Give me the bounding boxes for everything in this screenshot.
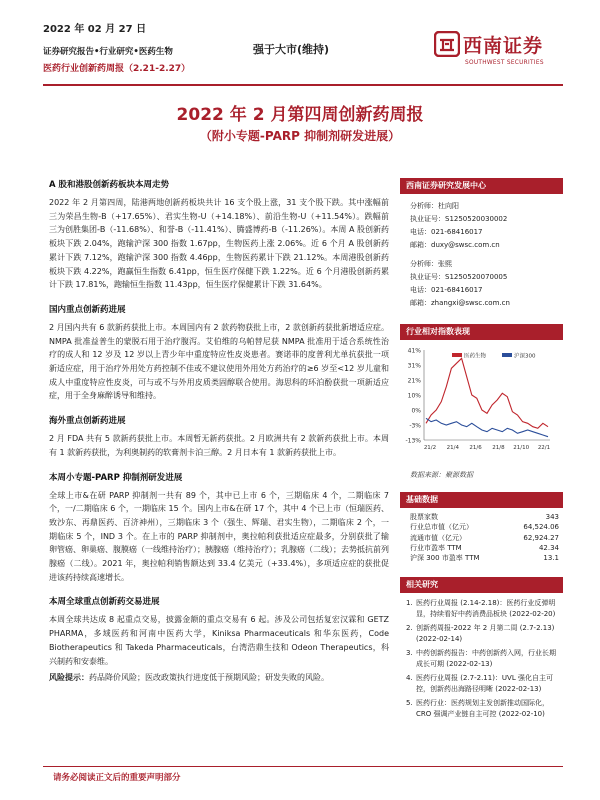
relative-index-chart	[400, 340, 563, 468]
x-tick-label: 21/8	[492, 445, 505, 451]
series-line-pharma	[426, 358, 548, 428]
report-number: 4.	[406, 674, 413, 683]
stats-row	[410, 512, 559, 522]
section	[49, 471, 389, 585]
logo-mark-icon	[434, 31, 460, 57]
footer-divider	[43, 766, 563, 767]
analyst-cert: 执业证号：S1250520070005	[410, 273, 508, 281]
related-research-list	[400, 593, 563, 720]
report-number: 1.	[406, 599, 413, 608]
header-divider	[43, 84, 563, 86]
stats-label: 行业市盈率 TTM	[410, 543, 462, 552]
y-tick-label: 0%	[411, 407, 421, 415]
section	[49, 414, 389, 459]
report-series: 医药行业创新药周报（2.21-2.27）	[43, 64, 191, 74]
y-tick-label: 21%	[407, 377, 421, 385]
analyst-email[interactable]: 邮箱：duxy@swsc.com.cn	[410, 241, 500, 249]
report-title: 医药行业周报 (2.7-2.11)：UVL 强化自主可控，创新药出海路径明晰 (2022-02-13)	[416, 674, 553, 694]
related-report-link[interactable]	[406, 698, 559, 720]
analyst-section-title: 西南证券研究发展中心	[400, 178, 563, 194]
analyst-email[interactable]: 邮箱：zhangxi@swsc.com.cn	[410, 299, 510, 307]
analyst-name: 分析师：张熙	[410, 260, 452, 268]
report-title: 创新药周报-2022 年 2 月第二周 (2.7-2.13) (2022-02-14)	[416, 624, 555, 644]
report-type: 证券研究报告•行业研究•医药生物	[43, 47, 173, 57]
stats-value: 64,524.06	[523, 523, 559, 532]
series-line-hs300	[426, 418, 548, 436]
section-body: 全球上市&在研 PARP 抑制剂一共有 89 个，其中已上市 6 个，三期临床 4 个，二期临床 7 个，一/二期临床 6 个，一期临床 15 个。国内上市&在研 17 个，其中 4 个已上市（恒瑞医药、致沙东、再鼎医药、百济神州），三期临床 3 个（强生、辉瑞、君实生物），二期临床 2 个，一期临床 5 个，IND 3 个。在上市的 PARP 抑制剂中，奥拉帕利获批适应症最多，分别获批了输卵管癌、卵巢癌、腹膜癌（一线维持治疗）；胰腺癌（维持治疗）；乳腺癌（二线）；去势抵抗前列腺癌（二线）。2021 年，奥拉帕利销售额达到 33.4 亿美元（+33.4%），多项适应症的获批促进该药持续高速增长。	[49, 490, 389, 582]
section-heading: 本周小专题-PARP 抑制剂研发进展	[49, 472, 183, 483]
section	[49, 595, 389, 668]
section-heading: 海外重点创新药进展	[49, 416, 126, 427]
analyst-phone: 电话：021-68416017	[410, 286, 483, 294]
legend-label: 医药生物	[464, 353, 487, 360]
section	[49, 178, 389, 292]
main-content	[49, 178, 389, 685]
related-report-link[interactable]	[406, 648, 559, 670]
y-tick-label: 31%	[407, 362, 421, 370]
rating-label: 强于大市(维持)	[253, 43, 330, 56]
x-tick-label: 21/6	[469, 445, 482, 451]
section-body: 2 月 FDA 共有 5 款新药获批上市。本周暂无新药获批。2 月欧洲共有 2 款新药获批上市。本周有 1 款新药获批，为利奥制药的软膏剂卡泊三醇。2 月日本有 1 款新药获批上市。	[49, 434, 389, 457]
stats-row	[410, 553, 559, 563]
report-number: 3.	[406, 649, 413, 658]
y-tick-label: -3%	[409, 422, 421, 430]
footer-disclaimer: 请务必阅读正文后的重要声明部分	[53, 773, 181, 783]
chart-section-title: 行业相对指数表现	[400, 324, 563, 340]
logo-chinese-name: 西南证券	[463, 35, 544, 57]
related-report-link[interactable]	[406, 673, 559, 695]
stats-label: 行业总市值（亿元）	[410, 523, 473, 532]
report-title: 中药创新药报告：中药创新药入网，行业长期成长可期 (2022-02-13)	[416, 649, 556, 669]
analyst-block	[400, 194, 563, 310]
legend-label: 沪深300	[514, 353, 536, 360]
section-body: 2022 年 2 月第四周，陆港两地创新药板块共计 16 支个股上涨，31 支个股下跌。其中涨幅前三为荣昌生物-B（+17.65%）、君实生物-U（+14.18%）、前沿生物-U（+11.54%）。跌幅前三为创胜集团-B（-11.68%）、和誉-B（-11.41%）、腾盛博药-B（-11.26%）。本周 A 股创新药板块下跌 2.04%，跑输沪深 300 指数 1.67pp，生物医药上涨 2.06%。近 6 个月 A 股创新药累计下跌 7.12%，跑输沪深 300 指数 4.46pp，生物医药累计下跌 21.12%。本周港股创新药板块下跌 4.22%，跑赢恒生指数 6.41pp，恒生医疗保健下跌 1.22%。近 6 个月港股创新药累计下跌 17.81%，跑输恒生指数 11.43pp，恒生医疗保健累计下跌 31.64%。	[49, 198, 389, 290]
stats-row	[410, 543, 559, 553]
stats-label: 沪深 300 市盈率 TTM	[410, 554, 480, 563]
page-title: 2022 年 2 月第四周创新药周报	[176, 105, 424, 125]
stats-section-title: 基础数据	[400, 492, 563, 508]
analyst-cert: 执业证号：S1250520030002	[410, 215, 508, 223]
analyst-name: 分析师：杜向阳	[410, 202, 459, 210]
analyst-phone: 电话：021-68416017	[410, 228, 483, 236]
section-heading: 本周全球重点创新药交易进展	[49, 597, 160, 608]
section-body: 2 月国内共有 6 款新药获批上市。本周国内有 2 款药物获批上市，2 款创新药获批新增适应症。NMPA 批准益普生的蒙脱石用于治疗腹泻。艾伯维的乌帕替尼获 NMPA 批准用于适合系统性治疗的成人和 12 岁及 12 岁以上青少年中重度特应性皮炎患者。赛诺菲的度普利尤单抗获批一项新适应症，用于治疗外用处方药控制不佳或不建议使用外用处方药治疗的≥6 岁至<12 岁儿童和成人中重度特应性皮炎，可与或不与外用皮质类固醇联合使用。海思科的环泊酚获批一项新适应症，用于全身麻醉诱导和维持。	[49, 322, 389, 401]
stats-value: 42.34	[538, 543, 559, 552]
x-tick-label: 21/4	[446, 445, 459, 451]
legend-swatch	[502, 353, 512, 357]
report-number: 2.	[406, 624, 413, 633]
related-report-link[interactable]	[406, 598, 559, 620]
related-report-link[interactable]	[406, 623, 559, 645]
stats-table	[400, 508, 563, 563]
chart-svg	[400, 340, 563, 468]
stats-value: 13.1	[543, 554, 559, 563]
sidebar	[400, 178, 563, 723]
section-heading: 国内重点创新药进展	[49, 304, 126, 315]
y-tick-label: -13%	[405, 437, 421, 445]
section-body: 本周全球共达成 8 起重点交易，披露金额的重点交易有 6 起。涉及公司包括复宏汉霖和 GETZ PHARMA，多域医药和河南中医药大学，Kiniksa Pharmaceuticals 和华东医药，Code Biotherapeutics 和 Takeda Pharmaceuticals，台湾浩鼎生技和 Odeon Therapeutics，科兴制药和安泰维。	[49, 615, 389, 666]
section	[49, 303, 389, 403]
y-tick-label: 10%	[407, 392, 421, 400]
stats-row	[410, 522, 559, 532]
chart-source: 数据来源：聚源数据	[410, 471, 473, 479]
stats-value: 343	[545, 513, 559, 521]
report-title: 医药行业：医药规划主发创新推动国际化，CRO 强调产业链自主可控 (2022-02-10)	[416, 699, 549, 719]
logo-english-name: SOUTHWEST SECURITIES	[465, 60, 544, 66]
legend-swatch	[452, 353, 462, 357]
x-tick-label: 21/10	[513, 445, 530, 451]
stats-label: 流通市值（亿元）	[410, 533, 466, 542]
page-subtitle: （附小专题-PARP 抑制剂研发进展）	[199, 129, 401, 143]
report-number: 5.	[406, 699, 413, 708]
company-logo	[434, 30, 564, 74]
stats-value: 62,924.27	[523, 533, 559, 542]
risk-label: 风险提示：	[49, 673, 89, 683]
risk-warning	[49, 671, 389, 685]
y-tick-label: 41%	[407, 347, 421, 355]
stats-label: 股票家数	[410, 513, 438, 521]
section-heading: A 股和港股创新药板块本周走势	[49, 180, 170, 190]
report-title: 医药行业周报 (2.14-2.18)：医药行业反弹明显，持续看好中药消费品板块 (2022-02-20)	[416, 599, 556, 619]
stats-row	[410, 533, 559, 543]
x-tick-label: 22/1	[537, 445, 551, 451]
report-date: 2022 年 02 月 27 日	[43, 24, 147, 35]
risk-text: 药品降价风险；医改政策执行进度低于预期风险；研发失败的风险。	[89, 673, 329, 683]
related-research-title: 相关研究	[400, 577, 563, 593]
x-tick-label: 21/2	[423, 445, 437, 451]
